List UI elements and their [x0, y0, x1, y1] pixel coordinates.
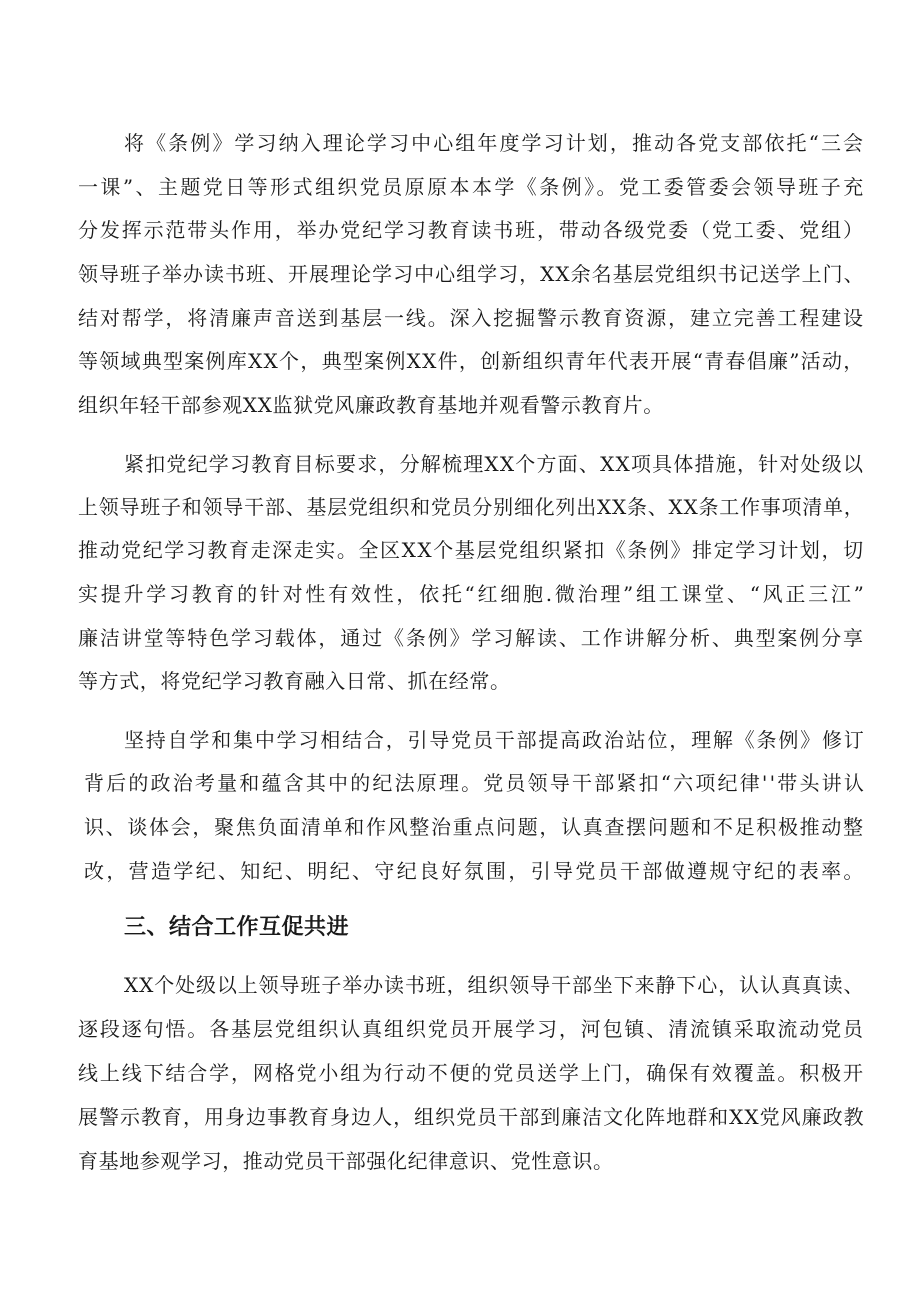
paragraph-4-line-2: 逐段逐句悟。各基层党组织认真组织党员开展学习，河包镇、清流镇采取流动党员 [78, 1017, 865, 1041]
paragraph-4-line-5: 育基地参观学习，推动党员干部强化纪律意识、党性意识。 [78, 1149, 614, 1173]
paragraph-1-line-5: 结对帮学，将清廉声音送到基层一线。深入挖掘警示教育资源，建立完善工程建设 [78, 306, 865, 330]
paragraph-1-line-2: 一课”、主题党日等形式组织党员原原本本学《条例》。党工委管委会领导班子充 [78, 175, 866, 199]
paragraph-2-line-2: 上领导班子和领导干部、基层党组织和党员分别细化列出XX条、XX条工作事项清单， [78, 495, 865, 519]
paragraph-3-line-2: 背后的政治考量和蕴含其中的纪法原理。党员领导干部紧扣“六项纪律''带头讲认 [84, 771, 867, 795]
paragraph-2-line-4: 实提升学习教育的针对性有效性，依托“红细胞.微治理”组工课堂、“风正三江” [78, 582, 867, 606]
paragraph-1-line-3: 分发挥示范带头作用，举办党纪学习教育读书班，带动各级党委（党工委、党组） [78, 218, 865, 242]
paragraph-1-line-1: 将《条例》学习纳入理论学习中心组年度学习计划，推动各党支部依托“三会 [124, 131, 866, 155]
paragraph-1-line-6: 等领域典型案例库XX个，典型案例XX件，创新组织青年代表开展“青春倡廉”活动， [78, 349, 865, 373]
paragraph-4-line-3: 线上线下结合学，网格党小组为行动不便的党员送学上门，确保有效覆盖。积极开 [78, 1061, 865, 1085]
paragraph-3-line-4: 改，营造学纪、知纪、明纪、守纪良好氛围，引导党员干部做遵规守纪的表率。 [84, 859, 866, 883]
paragraph-1-line-7: 组织年轻干部参观XX监狱党风廉政教育基地并观看警示教育片。 [78, 393, 664, 417]
paragraph-3-line-3: 识、谈体会，聚焦负面清单和作风整治重点问题，认真查摆问题和不足积极推动整 [84, 815, 865, 839]
paragraph-3-line-1: 坚持自学和集中学习相结合，引导党员干部提高政治站位，理解《条例》修订 [124, 728, 866, 752]
paragraph-2-line-5: 廉洁讲堂等特色学习载体，通过《条例》学习解读、工作讲解分析、典型案例分享 [78, 626, 865, 650]
paragraph-1-line-4: 领导班子举办读书班、开展理论学习中心组学习，XX余名基层党组织书记送学上门、 [78, 262, 865, 286]
paragraph-2-line-3: 推动党纪学习教育走深走实。全区XX个基层党组织紧扣《条例》排定学习计划，切 [78, 538, 865, 562]
section-heading: 三、结合工作互促共进 [124, 915, 350, 940]
paragraph-2-line-1: 紧扣党纪学习教育目标要求，分解梳理XX个方面、XX项具体措施，针对处级以 [124, 452, 865, 476]
paragraph-4-line-1: XX个处级以上领导班子举办读书班，组织领导干部坐下来静下心，认认真真读、 [124, 973, 865, 997]
paragraph-2-line-6: 等方式，将党纪学习教育融入日常、抓在经常。 [78, 669, 511, 693]
paragraph-4-line-4: 展警示教育，用身边事教育身边人，组织党员干部到廉洁文化阵地群和XX党风廉政教 [78, 1105, 865, 1129]
